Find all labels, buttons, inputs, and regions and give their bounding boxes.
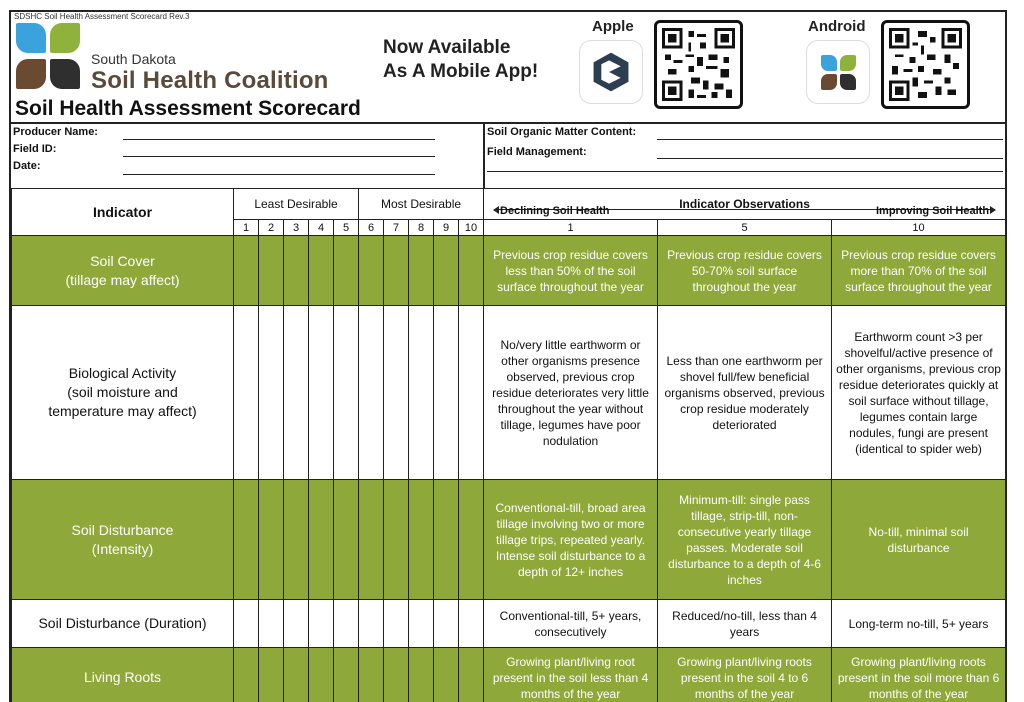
- obs-score-number: 10: [832, 220, 1006, 236]
- scorecard-page: [9, 10, 1007, 702]
- indicator-name: Living Roots: [12, 648, 234, 702]
- score-cell-7[interactable]: [384, 648, 409, 702]
- score-cell-6[interactable]: [359, 648, 384, 702]
- score-cell-9[interactable]: [434, 306, 459, 480]
- improving-label: Improving Soil Health: [875, 205, 990, 217]
- revision-label: SDSHC Soil Health Assessment Scorecard Rev.3: [14, 12, 190, 21]
- score-cell-10[interactable]: [459, 648, 484, 702]
- observation-text: Conventional-till, broad area tillage involving two or more tillage trips, repeated yearly. Intense soil disturbance to a depth of 12+ inches: [495, 500, 646, 579]
- score-cell-3[interactable]: [284, 236, 309, 306]
- score-cell-9[interactable]: [434, 480, 459, 600]
- score-cell-4[interactable]: [309, 306, 334, 480]
- observation-text: Minimum-till: single pass tillage, strip-till, non-consecutive yearly tillage passes. Moderate soil disturbance to a depth of 4-6 inches: [668, 492, 821, 587]
- observation-obs5: [658, 236, 832, 306]
- observation-text: Less than one earthworm per shovel full/few beneficial organisms observed, previous crop residue moderately deteriorated: [664, 353, 825, 432]
- organic-matter-field[interactable]: [657, 139, 1003, 140]
- score-number: 6: [359, 220, 384, 236]
- score-cell-3[interactable]: [284, 648, 309, 702]
- score-cell-7[interactable]: [384, 306, 409, 480]
- observation-obs10: [832, 600, 1006, 648]
- observation-text: No/very little earthworm or other organisms presence observed, previous crop residue deteriorates very little throughout the year without tillage, legumes have poor nodulation: [492, 337, 649, 448]
- coalition-logo-icon: [16, 23, 81, 91]
- score-cell-5[interactable]: [334, 480, 359, 600]
- indicator-name: Biological Activity (soil moisture and temperature may affect): [12, 306, 234, 480]
- observation-obs5: [658, 648, 832, 702]
- score-cell-2[interactable]: [259, 648, 284, 702]
- score-cell-5[interactable]: [334, 306, 359, 480]
- observation-text: Conventional-till, 5+ years, consecutively: [499, 608, 642, 639]
- score-number: 2: [259, 220, 284, 236]
- observations-header: [484, 189, 1006, 220]
- score-cell-9[interactable]: [434, 600, 459, 648]
- app-logo-icon: [580, 41, 642, 103]
- observation-obs10: [832, 236, 1006, 306]
- qr-pattern-icon: [889, 28, 962, 101]
- score-cell-2[interactable]: [259, 600, 284, 648]
- score-cell-4[interactable]: [309, 480, 334, 600]
- score-cell-1[interactable]: [234, 480, 259, 600]
- score-number: 10: [459, 220, 484, 236]
- score-cell-10[interactable]: [459, 600, 484, 648]
- score-number: 9: [434, 220, 459, 236]
- score-cell-10[interactable]: [459, 480, 484, 600]
- field-management-field[interactable]: [657, 158, 1003, 159]
- apple-label: Apple: [592, 18, 634, 35]
- observation-obs5: [658, 480, 832, 600]
- score-cell-1[interactable]: [234, 600, 259, 648]
- org-state-label: South Dakota: [91, 51, 176, 67]
- table-header-row: [12, 189, 1006, 220]
- score-cell-10[interactable]: [459, 236, 484, 306]
- scorecard-table: [11, 188, 1006, 702]
- producer-name-field[interactable]: [123, 139, 435, 140]
- observation-obs1: [484, 480, 658, 600]
- score-cell-8[interactable]: [409, 236, 434, 306]
- score-cell-3[interactable]: [284, 306, 309, 480]
- field-management-label: Field Management:: [487, 146, 587, 158]
- indicator-row: [12, 480, 1006, 600]
- score-cell-7[interactable]: [384, 480, 409, 600]
- observation-text: Growing plant/living root present in the soil less than 4 months of the year: [492, 654, 649, 701]
- observation-obs5: [658, 306, 832, 480]
- observation-text: Earthworm count >3 per shovelful/active presence of other organisms, previous crop residue deteriorates quickly at soil surface without tillage, legumes contain large nodules, fungi are present (identical to spider web): [836, 329, 1001, 456]
- score-number: 5: [334, 220, 359, 236]
- android-label: Android: [808, 18, 866, 35]
- observation-obs1: [484, 306, 658, 480]
- indicator-name: Soil Disturbance (Duration): [12, 600, 234, 648]
- field-id-label: Field ID:: [13, 143, 57, 155]
- score-cell-2[interactable]: [259, 306, 284, 480]
- apple-app-icon[interactable]: [579, 40, 643, 104]
- score-number: 1: [234, 220, 259, 236]
- score-cell-6[interactable]: [359, 480, 384, 600]
- organic-matter-label: Soil Organic Matter Content:: [487, 126, 637, 138]
- score-cell-6[interactable]: [359, 600, 384, 648]
- observation-obs1: [484, 600, 658, 648]
- score-cell-1[interactable]: [234, 306, 259, 480]
- producer-name-label: Producer Name:: [13, 126, 98, 138]
- score-cell-1[interactable]: [234, 648, 259, 702]
- score-cell-5[interactable]: [334, 648, 359, 702]
- qr-pattern-icon: [662, 28, 735, 101]
- score-cell-8[interactable]: [409, 306, 434, 480]
- score-number: 7: [384, 220, 409, 236]
- score-cell-6[interactable]: [359, 306, 384, 480]
- indicator-row: [12, 600, 1006, 648]
- score-cell-10[interactable]: [459, 306, 484, 480]
- obs-score-number: 5: [658, 220, 832, 236]
- score-cell-8[interactable]: [409, 480, 434, 600]
- score-cell-3[interactable]: [284, 600, 309, 648]
- header-divider: [11, 122, 1005, 124]
- indicator-row: [12, 236, 1006, 306]
- score-cell-8[interactable]: [409, 600, 434, 648]
- most-desirable-header: Most Desirable: [359, 189, 484, 220]
- date-label: Date:: [13, 160, 41, 172]
- indicator-header: Indicator: [12, 189, 234, 236]
- info-divider: [483, 124, 485, 188]
- indicator-row: [12, 648, 1006, 702]
- observation-obs1: [484, 236, 658, 306]
- score-cell-2[interactable]: [259, 236, 284, 306]
- score-cell-4[interactable]: [309, 600, 334, 648]
- promo-line-1: Now Available: [383, 37, 511, 58]
- score-cell-5[interactable]: [334, 236, 359, 306]
- score-number: 3: [284, 220, 309, 236]
- score-cell-8[interactable]: [409, 648, 434, 702]
- observation-obs1: [484, 648, 658, 702]
- score-cell-6[interactable]: [359, 236, 384, 306]
- date-field[interactable]: [123, 174, 435, 175]
- score-cell-7[interactable]: [384, 236, 409, 306]
- least-desirable-header: Least Desirable: [234, 189, 359, 220]
- android-app-icon[interactable]: [806, 40, 870, 104]
- score-cell-2[interactable]: [259, 480, 284, 600]
- field-management-line-2[interactable]: [487, 171, 1003, 172]
- score-number: 8: [409, 220, 434, 236]
- observation-text: Previous crop residue covers 50-70% soil surface throughout the year: [667, 247, 822, 294]
- observation-obs5: [658, 600, 832, 648]
- android-qr-code-icon[interactable]: [881, 20, 970, 109]
- score-cell-4[interactable]: [309, 648, 334, 702]
- field-id-field[interactable]: [123, 156, 435, 157]
- mobile-app-promo: [383, 36, 538, 84]
- score-cell-4[interactable]: [309, 236, 334, 306]
- apple-qr-code-icon[interactable]: [654, 20, 743, 109]
- observation-text: Previous crop residue covers more than 70% of the soil surface throughout the year: [841, 247, 996, 294]
- observations-title: Indicator Observations: [679, 197, 810, 211]
- score-cell-9[interactable]: [434, 236, 459, 306]
- indicator-row: [12, 306, 1006, 480]
- score-number: 4: [309, 220, 334, 236]
- observation-obs10: [832, 648, 1006, 702]
- observation-obs10: [832, 480, 1006, 600]
- obs-score-number: 1: [484, 220, 658, 236]
- score-cell-3[interactable]: [284, 480, 309, 600]
- observation-text: Growing plant/living roots present in the soil 4 to 6 months of the year: [677, 654, 812, 701]
- observation-obs10: [832, 306, 1006, 480]
- score-cell-1[interactable]: [234, 236, 259, 306]
- score-cell-5[interactable]: [334, 600, 359, 648]
- observation-text: No-till, minimal soil disturbance: [868, 524, 969, 555]
- score-cell-7[interactable]: [384, 600, 409, 648]
- observation-text: Growing plant/living roots present in the soil more than 6 months of the year: [837, 654, 1000, 701]
- declining-label: Declining Soil Health: [500, 205, 610, 217]
- observation-text: Long-term no-till, 5+ years: [848, 616, 989, 631]
- observation-text: Previous crop residue covers less than 50% of the soil surface throughout the year: [493, 247, 648, 294]
- page-title: Soil Health Assessment Scorecard: [15, 97, 361, 120]
- score-cell-9[interactable]: [434, 648, 459, 702]
- indicator-name: Soil Disturbance (Intensity): [12, 480, 234, 600]
- observation-text: Reduced/no-till, less than 4 years: [672, 608, 817, 639]
- indicator-name: Soil Cover (tillage may affect): [12, 236, 234, 306]
- org-name: Soil Health Coalition: [91, 67, 329, 94]
- promo-line-2: As A Mobile App!: [383, 61, 539, 82]
